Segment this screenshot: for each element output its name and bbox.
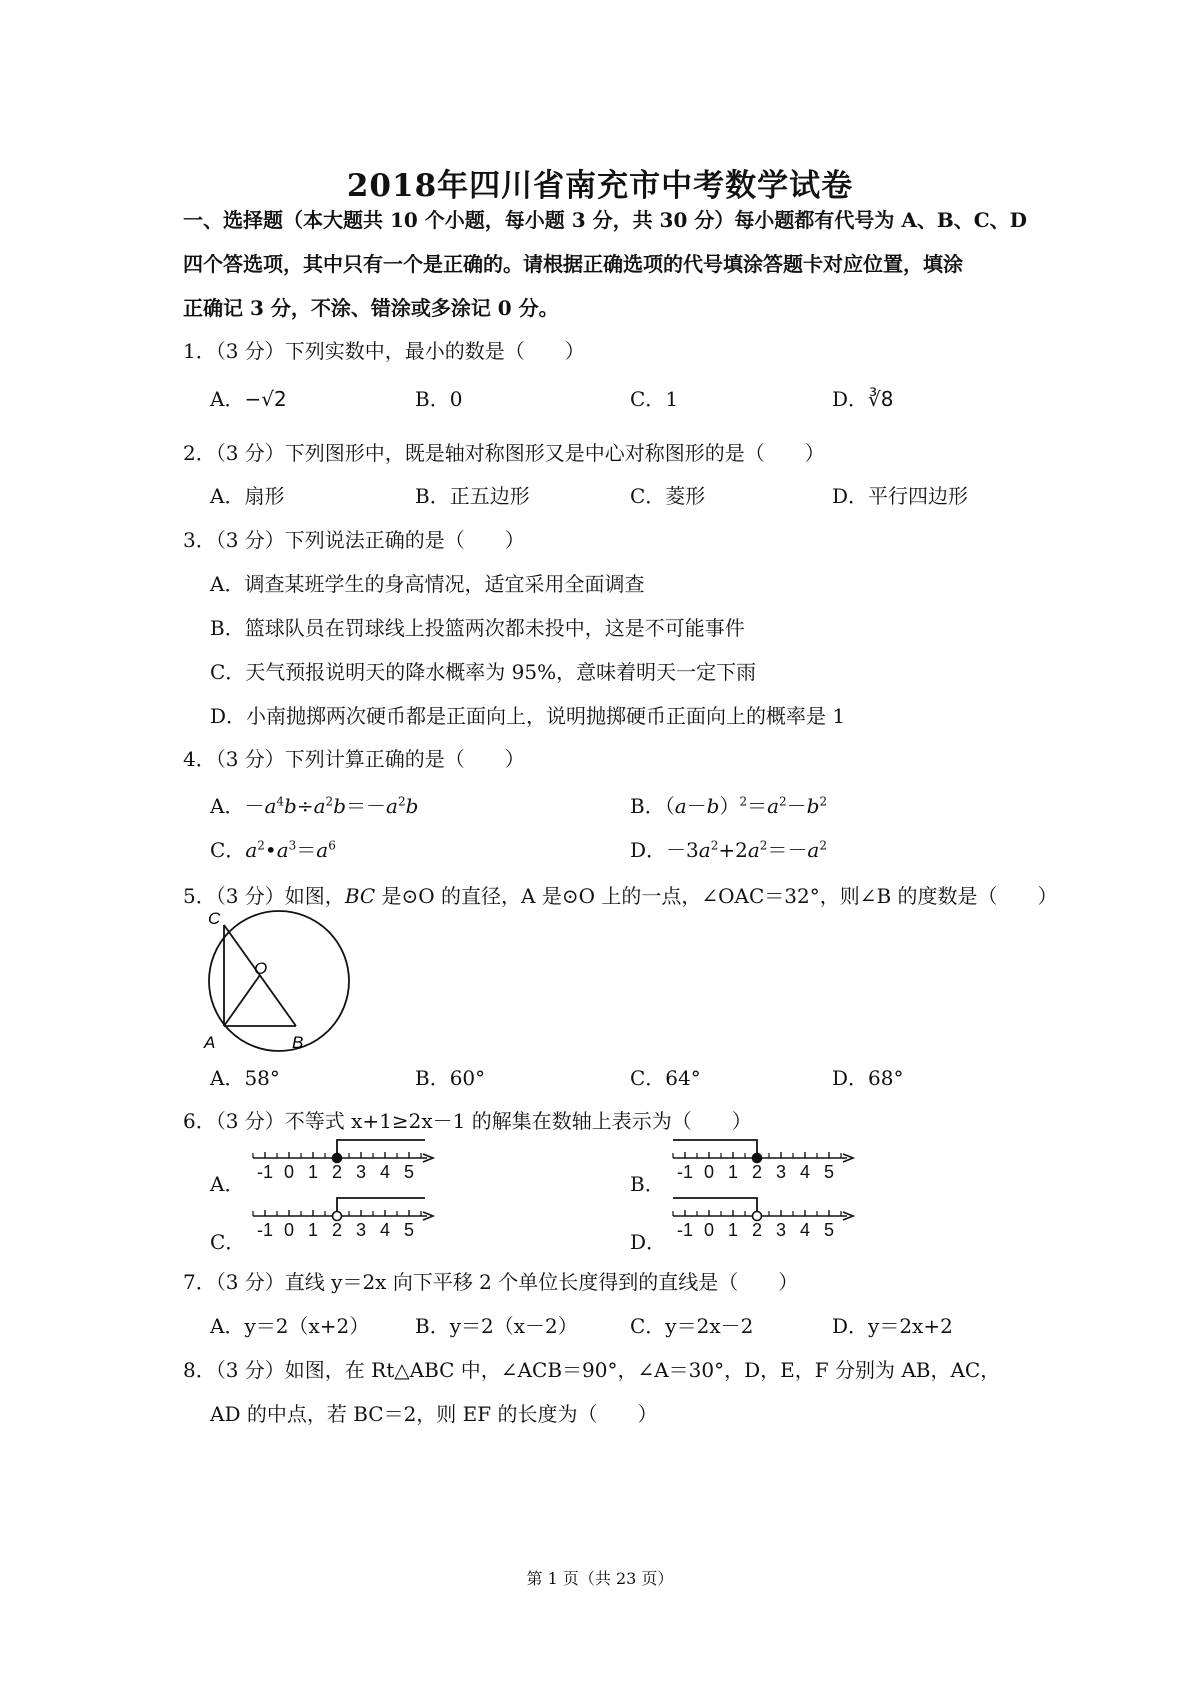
question-3-stem: 3．（3 分）下列说法正确的是（ ） bbox=[183, 528, 525, 552]
question-5-stem: 5．（3 分）如图，BC 是⊙O 的直径，A 是⊙O 上的一点，∠OAC＝32°，则∠B 的度数是（ ） bbox=[183, 884, 1058, 908]
q2-option-d: D．平行四边形 bbox=[832, 484, 969, 508]
q6-option-d-label: D． bbox=[630, 1230, 667, 1254]
q3-option-d: D．小南抛掷两次硬币都是正面向上，说明抛掷硬币正面向上的概率是 1 bbox=[210, 704, 846, 728]
section-instructions-line1: 一、选择题（本大题共 10 个小题，每小题 3 分，共 30 分）每小题都有代号为 A、B、C、D bbox=[183, 208, 1028, 232]
q5-stem-rest: 是⊙O 的直径，A 是⊙O 上的一点，∠OAC＝32°，则∠B 的度数是（ ） bbox=[381, 884, 1058, 908]
tick-label-1: 1 bbox=[307, 1220, 319, 1240]
tick-label-4: 4 bbox=[379, 1162, 391, 1182]
question-6-stem: 6．（3 分）不等式 x+1≥2x－1 的解集在数轴上表示为（ ） bbox=[183, 1109, 752, 1133]
q5-segment-ao bbox=[224, 975, 260, 1026]
q6-numberline-c bbox=[245, 1194, 440, 1242]
tick-label-2: 2 bbox=[751, 1162, 763, 1182]
q4-option-c-expr: $a^2•a^3=a^6$ bbox=[245, 838, 336, 862]
tick-label-4: 4 bbox=[799, 1162, 811, 1182]
q4-option-a-expr: $-a^4b\div a^2b=-a^2b$ bbox=[244, 794, 419, 818]
page-footer: 第 1 页（共 23 页） bbox=[526, 1569, 674, 1588]
tick-label-1: 1 bbox=[727, 1162, 739, 1182]
q5-label-a: A bbox=[204, 1033, 216, 1052]
q1-option-c-label: C． bbox=[630, 387, 666, 411]
q5-label-o: O bbox=[254, 959, 268, 978]
closed-point bbox=[753, 1154, 762, 1163]
q6-option-a-label: A． bbox=[210, 1172, 245, 1196]
tick-label-0: 0 bbox=[283, 1220, 295, 1240]
solution-ray bbox=[337, 1140, 425, 1158]
q1-option-c bbox=[630, 383, 678, 412]
q5-label-b: B bbox=[292, 1033, 304, 1052]
q3-option-a: A．调查某班学生的身高情况，适宜采用全面调查 bbox=[210, 572, 645, 596]
q5-stem-prefix: 5．（3 分）如图， bbox=[183, 884, 345, 908]
page-title: 2018年四川省南充市中考数学试卷 bbox=[346, 168, 854, 204]
q1-option-a-label: A． bbox=[210, 387, 245, 411]
q5-option-d: D．68° bbox=[832, 1066, 904, 1090]
section-instructions-line2: 四个答选项，其中只有一个是正确的。请根据正确选项的代号填涂答题卡对应位置，填涂 bbox=[183, 252, 963, 276]
tick-label--1: -1 bbox=[256, 1220, 274, 1240]
tick-label-4: 4 bbox=[379, 1220, 391, 1240]
tick-label-5: 5 bbox=[403, 1220, 415, 1240]
q1-option-b bbox=[415, 383, 462, 412]
q6-option-c-label: C． bbox=[210, 1230, 246, 1254]
tick-label-0: 0 bbox=[283, 1162, 295, 1182]
q5-label-c: C bbox=[208, 909, 221, 928]
tick-label--1: -1 bbox=[256, 1162, 274, 1182]
q2-option-b: B．正五边形 bbox=[415, 484, 530, 508]
tick-label-0: 0 bbox=[703, 1220, 715, 1240]
q1-option-b-label: B． bbox=[415, 387, 450, 411]
open-point bbox=[753, 1212, 762, 1221]
tick-label-1: 1 bbox=[727, 1220, 739, 1240]
q6-numberline-b bbox=[665, 1136, 860, 1184]
tick-label--1: -1 bbox=[676, 1220, 694, 1240]
q7-option-c: C．y＝2x－2 bbox=[630, 1314, 754, 1338]
tick-label-1: 1 bbox=[307, 1162, 319, 1182]
q2-option-c: C．菱形 bbox=[630, 484, 706, 508]
question-1-stem: 1．（3 分）下列实数中，最小的数是（ ） bbox=[183, 339, 585, 363]
q7-option-b: B．y＝2（x－2） bbox=[415, 1314, 578, 1338]
q6-numberline-d bbox=[665, 1194, 860, 1242]
tick-label-2: 2 bbox=[331, 1162, 343, 1182]
q1-option-a-value: −√2 bbox=[244, 387, 287, 411]
q4-option-c bbox=[210, 834, 336, 863]
q1-option-a bbox=[210, 383, 287, 412]
q5-option-c: C．64° bbox=[630, 1066, 701, 1090]
q6-numberline-a bbox=[245, 1136, 440, 1184]
solution-ray bbox=[337, 1198, 425, 1216]
question-7-stem: 7．（3 分）直线 y＝2x 向下平移 2 个单位长度得到的直线是（ ） bbox=[183, 1270, 799, 1294]
tick-label-5: 5 bbox=[823, 1220, 835, 1240]
q7-option-a: A．y＝2（x+2） bbox=[210, 1314, 370, 1338]
tick-label-5: 5 bbox=[403, 1162, 415, 1182]
q3-option-c: C．天气预报说明天的降水概率为 95%，意味着明天一定下雨 bbox=[210, 660, 757, 684]
q4-option-a-label: A． bbox=[210, 794, 245, 818]
q1-option-d-value: ∛8 bbox=[868, 387, 894, 411]
q4-option-d-expr: $-3a^2+2a^2=-a^2$ bbox=[666, 838, 827, 862]
q3-option-b: B．篮球队员在罚球线上投篮两次都未投中，这是不可能事件 bbox=[210, 616, 745, 640]
question-8-line1: 8．（3 分）如图，在 Rt△ABC 中，∠ACB＝90°，∠A＝30°，D，E，F 分别为 AB，AC， bbox=[183, 1358, 1001, 1382]
closed-point bbox=[333, 1154, 342, 1163]
tick-label-3: 3 bbox=[355, 1162, 367, 1182]
tick-label-3: 3 bbox=[775, 1162, 787, 1182]
q4-option-b-label: B． bbox=[630, 794, 665, 818]
q4-option-b bbox=[630, 790, 827, 819]
tick-label-3: 3 bbox=[775, 1220, 787, 1240]
section-instructions-line3: 正确记 3 分，不涂、错涂或多涂记 0 分。 bbox=[183, 296, 559, 320]
q4-option-a bbox=[210, 790, 418, 819]
tick-label-2: 2 bbox=[331, 1220, 343, 1240]
q5-option-a: A．58° bbox=[210, 1066, 280, 1090]
q1-option-b-value: 0 bbox=[449, 387, 463, 411]
q6-option-b-label: B． bbox=[630, 1172, 665, 1196]
tick-label--1: -1 bbox=[676, 1162, 694, 1182]
open-point bbox=[333, 1212, 342, 1221]
q1-option-d-label: D． bbox=[832, 387, 869, 411]
q5-option-b: B．60° bbox=[415, 1066, 486, 1090]
tick-label-5: 5 bbox=[823, 1162, 835, 1182]
q2-option-a: A．扇形 bbox=[210, 484, 285, 508]
q5-circle-figure bbox=[200, 908, 360, 1058]
q1-option-d bbox=[832, 383, 894, 412]
question-4-stem: 4．（3 分）下列计算正确的是（ ） bbox=[183, 747, 525, 771]
question-8-line2: AD 的中点，若 BC＝2，则 EF 的长度为（ ） bbox=[210, 1402, 658, 1426]
q4-option-d bbox=[630, 834, 827, 863]
q1-option-c-value: 1 bbox=[665, 387, 679, 411]
question-2-stem: 2．（3 分）下列图形中，既是轴对称图形又是中心对称图形的是（ ） bbox=[183, 441, 825, 465]
tick-label-0: 0 bbox=[703, 1162, 715, 1182]
tick-label-4: 4 bbox=[799, 1220, 811, 1240]
q4-option-c-label: C． bbox=[210, 838, 246, 862]
q7-option-d: D．y＝2x+2 bbox=[832, 1314, 953, 1338]
q4-option-d-label: D． bbox=[630, 838, 667, 862]
tick-label-2: 2 bbox=[751, 1220, 763, 1240]
tick-label-3: 3 bbox=[355, 1220, 367, 1240]
q4-option-b-expr: $(a-b)^2=a^2-b^2$ bbox=[664, 794, 828, 818]
